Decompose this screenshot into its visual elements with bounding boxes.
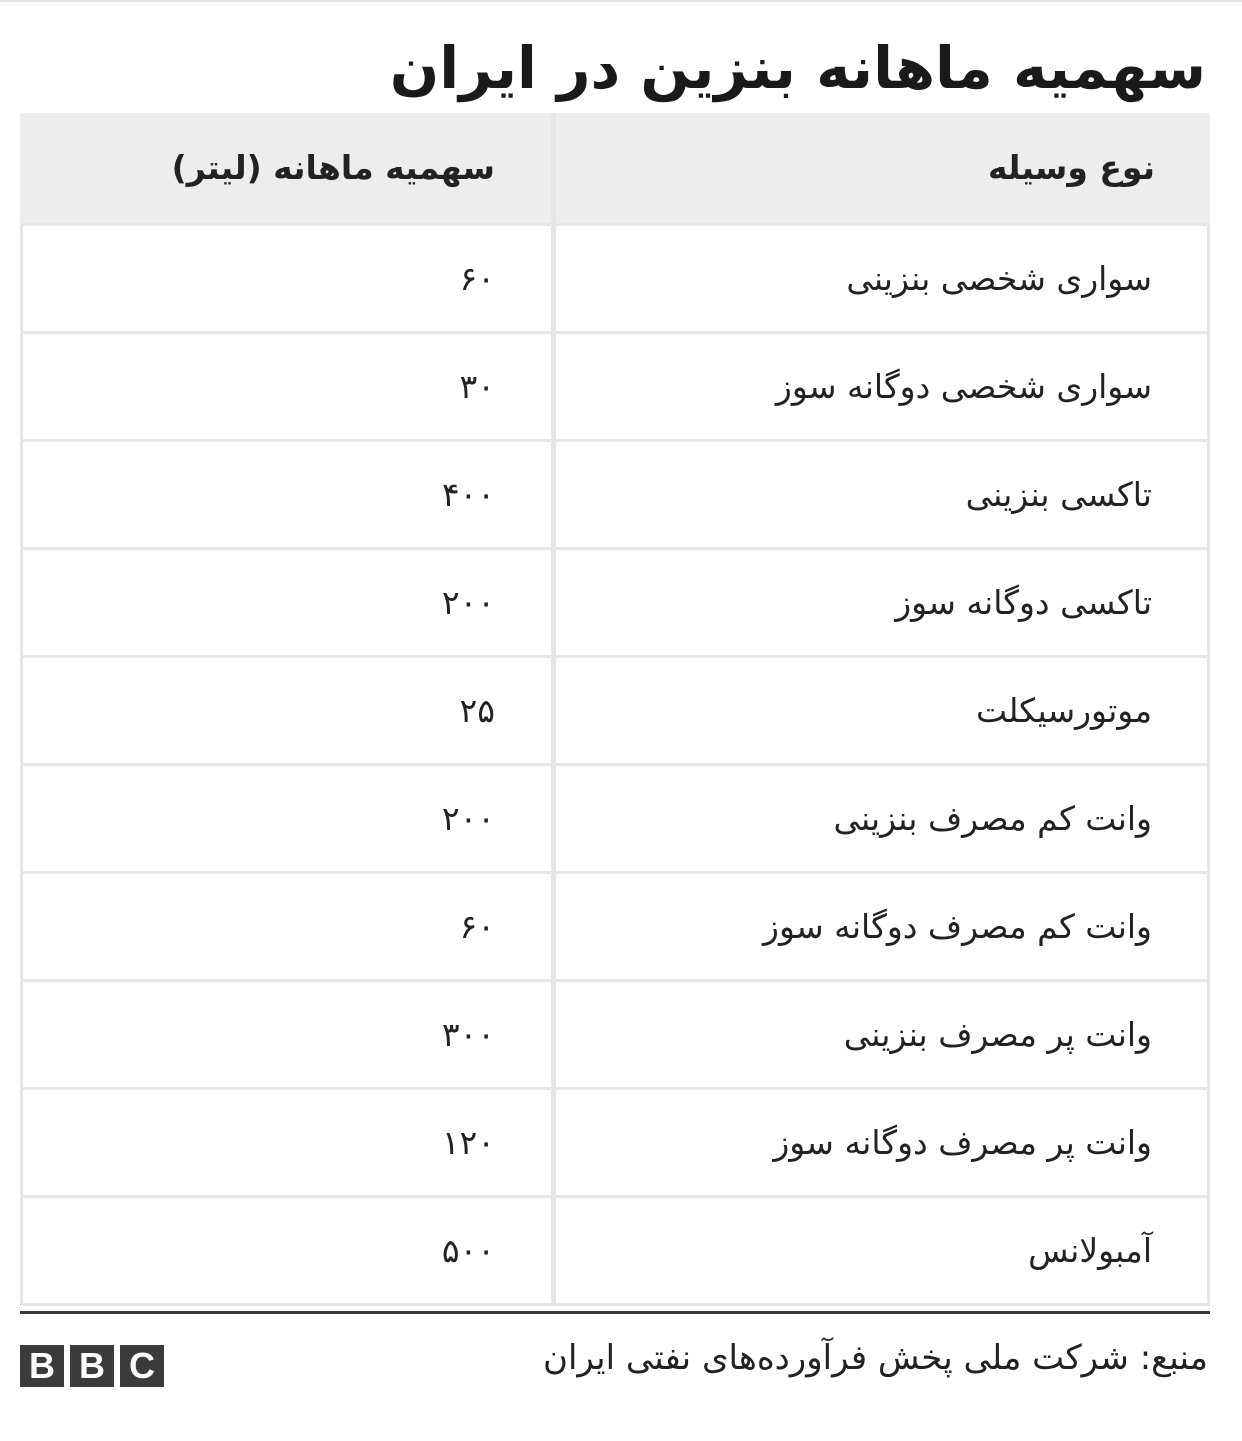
quota-cell: ۴۰۰ <box>23 442 551 547</box>
vehicle-type-cell: تاکسی دوگانه سوز <box>556 550 1207 655</box>
table-row <box>20 223 1210 331</box>
page-title: سهمیه ماهانه بنزین در ایران <box>389 34 1206 102</box>
quota-cell: ۲۰۰ <box>23 550 551 655</box>
table-row <box>20 331 1210 439</box>
header-vehicle-type: نوع وسیله <box>556 113 1210 223</box>
table-row <box>20 1195 1210 1306</box>
quota-cell: ۵۰۰ <box>23 1198 551 1303</box>
vehicle-type-cell: موتورسیکلت <box>556 658 1207 763</box>
quota-cell: ۲۰۰ <box>23 766 551 871</box>
vehicle-type-cell: وانت کم مصرف دوگانه سوز <box>556 874 1207 979</box>
table-row <box>20 871 1210 979</box>
quota-table <box>20 113 1210 1306</box>
vehicle-type-cell: سواری شخصی دوگانه سوز <box>556 334 1207 439</box>
bbc-logo-letter: B <box>20 1345 64 1387</box>
quota-cell: ۶۰ <box>23 874 551 979</box>
table-row <box>20 439 1210 547</box>
bbc-logo <box>20 1345 164 1387</box>
vehicle-type-cell: تاکسی بنزینی <box>556 442 1207 547</box>
quota-cell: ۱۲۰ <box>23 1090 551 1195</box>
quota-cell: ۲۵ <box>23 658 551 763</box>
bbc-logo-letter: C <box>120 1345 164 1387</box>
footer-divider <box>20 1311 1210 1314</box>
vehicle-type-cell: وانت پر مصرف بنزینی <box>556 982 1207 1087</box>
header-monthly-quota: سهمیه ماهانه (لیتر) <box>20 113 551 223</box>
table-row <box>20 655 1210 763</box>
vehicle-type-cell: وانت کم مصرف بنزینی <box>556 766 1207 871</box>
table-row <box>20 979 1210 1087</box>
table-row <box>20 547 1210 655</box>
quota-cell: ۶۰ <box>23 226 551 331</box>
table-row <box>20 1087 1210 1195</box>
vehicle-type-cell: آمبولانس <box>556 1198 1207 1303</box>
vehicle-type-cell: سواری شخصی بنزینی <box>556 226 1207 331</box>
top-divider <box>0 0 1242 2</box>
table-row <box>20 763 1210 871</box>
quota-cell: ۳۰۰ <box>23 982 551 1087</box>
source-note: منبع: شرکت ملی پخش فرآورده‌های نفتی ایران <box>542 1338 1208 1378</box>
table-header-row <box>20 113 1210 223</box>
bbc-logo-letter: B <box>70 1345 114 1387</box>
quota-cell: ۳۰ <box>23 334 551 439</box>
vehicle-type-cell: وانت پر مصرف دوگانه سوز <box>556 1090 1207 1195</box>
